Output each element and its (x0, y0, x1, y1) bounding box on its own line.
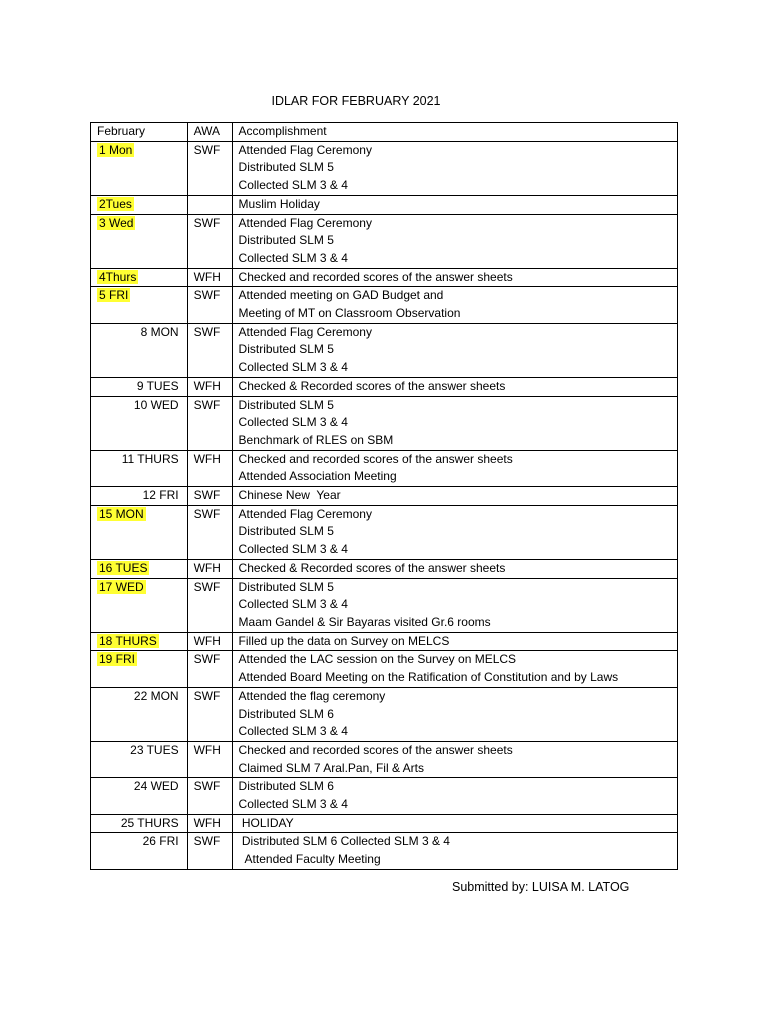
date-cell (91, 578, 188, 632)
table-body (91, 141, 678, 869)
date-label: 16 TUES (99, 560, 148, 575)
table-row (91, 396, 678, 450)
date-cell (91, 287, 188, 323)
date-cell (91, 487, 188, 506)
awa-cell (187, 195, 232, 214)
accomplishment-cell (232, 487, 677, 506)
accomplishment-line: Checked and recorded scores of the answer sheets (238, 451, 513, 466)
accomplishment-line: Collected SLM 3 & 4 (238, 360, 348, 375)
date-cell (91, 323, 188, 377)
date-label: 26 FRI (142, 834, 179, 849)
table-row (91, 487, 678, 506)
accomplishment-cell (232, 377, 677, 396)
header-february: February (91, 123, 188, 142)
date-cell (91, 396, 188, 450)
table-row (91, 268, 678, 287)
awa-cell: SWF (187, 214, 232, 268)
accomplishment-line: Distributed SLM 5 (238, 397, 334, 412)
accomplishment-line: Attended Flag Ceremony (238, 142, 372, 157)
accomplishment-cell (232, 268, 677, 287)
document-title: IDLAR FOR FEBRUARY 2021 (271, 94, 441, 108)
date-label: 4Thurs (99, 269, 137, 284)
date-label: 15 MON (99, 506, 144, 521)
date-label: 5 FRI (99, 288, 129, 303)
table-row (91, 377, 678, 396)
date-label: 22 MON (133, 688, 179, 703)
accomplishment-cell (232, 687, 677, 741)
date-cell (91, 741, 188, 777)
table-row (91, 687, 678, 741)
table-row (91, 578, 678, 632)
date-label: 9 TUES (136, 378, 179, 393)
date-label: 12 FRI (142, 488, 179, 503)
awa-cell: SWF (187, 396, 232, 450)
accomplishment-line: Distributed SLM 5 (238, 160, 334, 175)
date-label: 1 Mon (99, 142, 133, 157)
accomplishment-line: Attended Faculty Meeting (238, 852, 381, 867)
accomplishment-line: Maam Gandel & Sir Bayaras visited Gr.6 rooms (238, 614, 491, 629)
date-label: 10 WED (133, 397, 179, 412)
date-label: 8 MON (140, 324, 179, 339)
date-label: 18 THURS (99, 633, 157, 648)
awa-cell: WFH (187, 377, 232, 396)
awa-cell: WFH (187, 632, 232, 651)
date-label: 11 THURS (121, 451, 179, 466)
date-cell (91, 377, 188, 396)
awa-cell: WFH (187, 450, 232, 486)
awa-cell: SWF (187, 505, 232, 559)
accomplishment-line: Checked & Recorded scores of the answer sheets (238, 560, 506, 575)
table-row (91, 833, 678, 869)
accomplishment-line: Checked and recorded scores of the answer sheets (238, 742, 513, 757)
accomplishment-line: Meeting of MT on Classroom Observation (238, 306, 461, 321)
table-row (91, 814, 678, 833)
accomplishment-line: Benchmark of RLES on SBM (238, 432, 394, 447)
awa-cell: SWF (187, 323, 232, 377)
accomplishment-line: Distributed SLM 6 (238, 779, 334, 794)
awa-cell: SWF (187, 578, 232, 632)
accomplishment-cell (232, 450, 677, 486)
header-accomplishment: Accomplishment (232, 123, 677, 142)
accomplishment-line: Attended Flag Ceremony (238, 324, 372, 339)
date-cell (91, 214, 188, 268)
awa-cell: WFH (187, 814, 232, 833)
date-cell (91, 505, 188, 559)
table-row (91, 323, 678, 377)
accomplishment-cell (232, 323, 677, 377)
table-row (91, 195, 678, 214)
date-cell (91, 268, 188, 287)
table-row (91, 559, 678, 578)
table-row (91, 141, 678, 195)
accomplishment-cell (232, 195, 677, 214)
accomplishment-cell (232, 505, 677, 559)
accomplishment-cell (232, 632, 677, 651)
date-label: 23 TUES (130, 742, 179, 757)
table-row (91, 450, 678, 486)
accomplishment-line: Attended meeting on GAD Budget and (238, 288, 444, 303)
header-awa: AWA (187, 123, 232, 142)
table-row (91, 651, 678, 687)
date-cell (91, 559, 188, 578)
accomplishment-line: Distributed SLM 5 (238, 579, 334, 594)
accomplishment-line: Attended the LAC session on the Survey on MELCS (238, 652, 517, 667)
date-label: 3 Wed (99, 215, 134, 230)
table-row (91, 632, 678, 651)
date-label: 2Tues (99, 196, 132, 211)
accomplishment-line: Chinese New Year (238, 488, 341, 503)
accomplishment-line: Attended Association Meeting (238, 469, 397, 484)
accomplishment-line: HOLIDAY (238, 815, 294, 830)
date-label: 24 WED (133, 779, 179, 794)
date-cell (91, 651, 188, 687)
accomplishment-line: Collected SLM 3 & 4 (238, 797, 348, 812)
accomplishment-line: Distributed SLM 6 (238, 706, 334, 721)
accomplishment-line: Attended the flag ceremony (238, 688, 386, 703)
accomplishment-cell (232, 559, 677, 578)
date-cell (91, 778, 188, 814)
accomplishment-line: Claimed SLM 7 Aral.Pan, Fil & Arts (238, 760, 424, 775)
date-cell (91, 814, 188, 833)
accomplishment-line: Checked & Recorded scores of the answer sheets (238, 378, 506, 393)
accomplishment-line: Collected SLM 3 & 4 (238, 542, 348, 557)
date-cell (91, 632, 188, 651)
accomplishment-cell (232, 814, 677, 833)
accomplishment-line: Collected SLM 3 & 4 (238, 415, 348, 430)
accomplishment-line: Distributed SLM 5 (238, 342, 334, 357)
accomplishment-line: Checked and recorded scores of the answer sheets (238, 269, 513, 284)
accomplishment-line: Collected SLM 3 & 4 (238, 724, 348, 739)
table-header-row (91, 123, 678, 142)
date-label: 19 FRI (99, 652, 136, 667)
accomplishment-line: Distributed SLM 5 (238, 524, 334, 539)
accomplishment-line: Attended Board Meeting on the Ratification of Constitution and by Laws (238, 670, 619, 685)
accomplishment-line: Collected SLM 3 & 4 (238, 597, 348, 612)
submitted-by: Submitted by: LUISA M. LATOG (452, 880, 630, 894)
accomplishment-line: Attended Flag Ceremony (238, 506, 372, 521)
accomplishment-line: Muslim Holiday (238, 196, 320, 211)
accomplishment-line: Collected SLM 3 & 4 (238, 250, 348, 265)
accomplishment-line: Collected SLM 3 & 4 (238, 178, 348, 193)
table-row (91, 778, 678, 814)
awa-cell: SWF (187, 487, 232, 506)
awa-cell: WFH (187, 559, 232, 578)
table-row (91, 741, 678, 777)
accomplishment-cell (232, 396, 677, 450)
accomplishment-line: Filled up the data on Survey on MELCS (238, 633, 450, 648)
accomplishment-cell (232, 741, 677, 777)
accomplishment-cell (232, 778, 677, 814)
table-row (91, 214, 678, 268)
awa-cell: SWF (187, 833, 232, 869)
date-label: 25 THURS (120, 815, 179, 830)
awa-cell: WFH (187, 741, 232, 777)
date-cell (91, 833, 188, 869)
accomplishment-line: Distributed SLM 5 (238, 233, 334, 248)
awa-cell: WFH (187, 268, 232, 287)
awa-cell: SWF (187, 287, 232, 323)
accomplishment-cell (232, 651, 677, 687)
accomplishment-cell (232, 578, 677, 632)
awa-cell: SWF (187, 141, 232, 195)
accomplishment-cell (232, 833, 677, 869)
awa-cell: SWF (187, 651, 232, 687)
date-cell (91, 195, 188, 214)
date-cell (91, 450, 188, 486)
accomplishment-line: Attended Flag Ceremony (238, 215, 372, 230)
awa-cell: SWF (187, 778, 232, 814)
date-label: 17 WED (99, 579, 144, 594)
accomplishment-cell (232, 287, 677, 323)
accomplishment-line: Distributed SLM 6 Collected SLM 3 & 4 (238, 834, 450, 849)
accomplishment-cell (232, 141, 677, 195)
idlar-table (90, 122, 678, 870)
date-cell (91, 687, 188, 741)
accomplishment-cell (232, 214, 677, 268)
table-row (91, 505, 678, 559)
awa-cell: SWF (187, 687, 232, 741)
date-cell (91, 141, 188, 195)
table-row (91, 287, 678, 323)
